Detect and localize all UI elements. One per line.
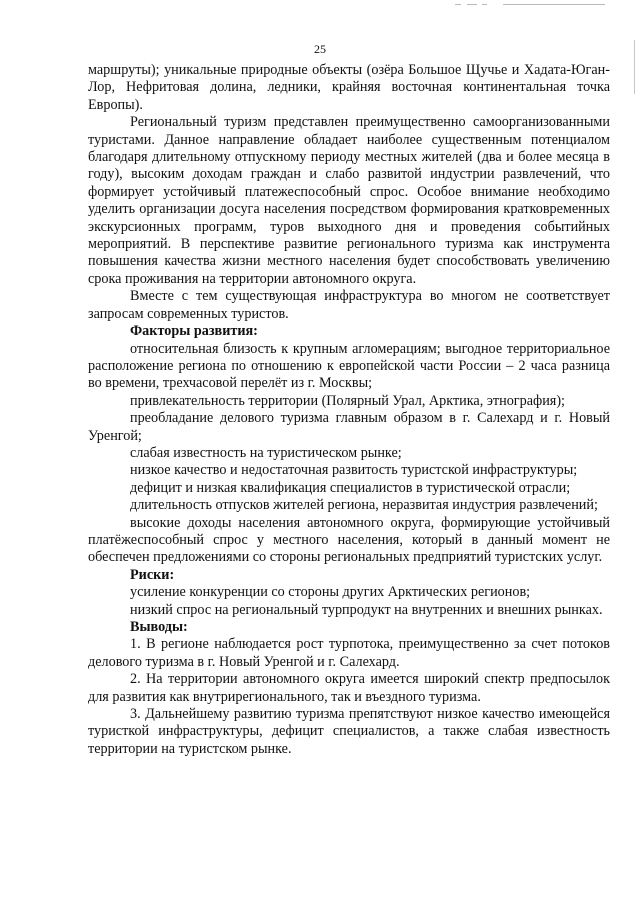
paragraph: усиление конкуренции со стороны других Арктических регионов; — [130, 584, 531, 601]
paragraph: высокие доходы населения автономного округа, формирующие устойчивый платёжеспособный спрос у местного населения, который в данный момент не обеспечен предложениями со стороны региональных предприятий туристских услуг. — [88, 514, 610, 566]
section-heading: Выводы: — [130, 619, 188, 635]
paragraph: длительность отпусков жителей региона, неразвитая индустрия развлечений; — [130, 497, 598, 514]
paragraph: слабая известность на туристическом рынке; — [130, 444, 402, 461]
paragraph: 2. На территории автономного округа имеется широкий спектр предпосылок для развития как внутрирегионального, так и въездного туризма. — [88, 671, 610, 705]
paragraph: относительная близость к крупным агломерациям; выгодное территориальное расположение региона по отношению к европейской части России – 2 часа разница во времени, трехчасовой перелёт из г. Москвы; — [88, 340, 610, 392]
paragraph: 1. В регионе наблюдается рост турпотока, преимущественно за счет потоков делового туризма в г. Новый Уренгой и г. Салехард. — [88, 636, 610, 670]
paragraph: низкий спрос на региональный турпродукт на внутренних и внешних рынках. — [130, 601, 603, 618]
paragraph: дефицит и низкая квалификация специалистов в туристической отрасли; — [130, 479, 571, 496]
section-heading: Факторы развития: — [130, 323, 258, 340]
paragraph: 3. Дальнейшему развитию туризма препятствуют низкое качество имеющейся туристкой инфраструктуры, дефицит специалистов, а также слабая известность территории на туристском рынке. — [88, 706, 610, 757]
paragraph: привлекательность территории (Полярный Урал, Арктика, этнография); — [130, 392, 565, 409]
paragraph: Региональный туризм представлен преимущественно самоорганизованными туристами. Данное направление обладает наиболее существенным потенциалом благодаря длительному отпускному периоду местных жителей (два и более месяца в году), высоким доходам граждан и слабо развитой индустрии развлечений, что формирует устойчивый платежеспособный спрос. Особое внимание необходимо уделить организации досуга населения посредством формирования кратковременных экскурсионных программ, туров выходного дня и проведения событийных мероприятий. В перспективе развитие регионального туризма как инструмента повышения качества жизни местного населения будет способствовать увеличению срока проживания на территории автономного округа. — [88, 114, 610, 287]
page-number: 25 — [314, 42, 326, 56]
paragraph: Вместе с тем существующая инфраструктура во многом не соответствует запросам современных туристов. — [88, 288, 610, 322]
paragraph: маршруты); уникальные природные объекты (озёра Большое Щучье и Хадата-Юган-Лор, Нефритовая долина, ледники, крайняя восточная континентальная точка Европы). — [88, 62, 610, 113]
paragraph: преобладание делового туризма главным образом в г. Салехард и г. Новый Уренгой; — [88, 410, 610, 444]
paragraph: низкое качество и недостаточная развитость туристской инфраструктуры; — [130, 462, 578, 479]
document-body — [88, 62, 610, 758]
scan-artifact-marks — [455, 4, 605, 7]
section-heading: Риски: — [130, 566, 175, 583]
